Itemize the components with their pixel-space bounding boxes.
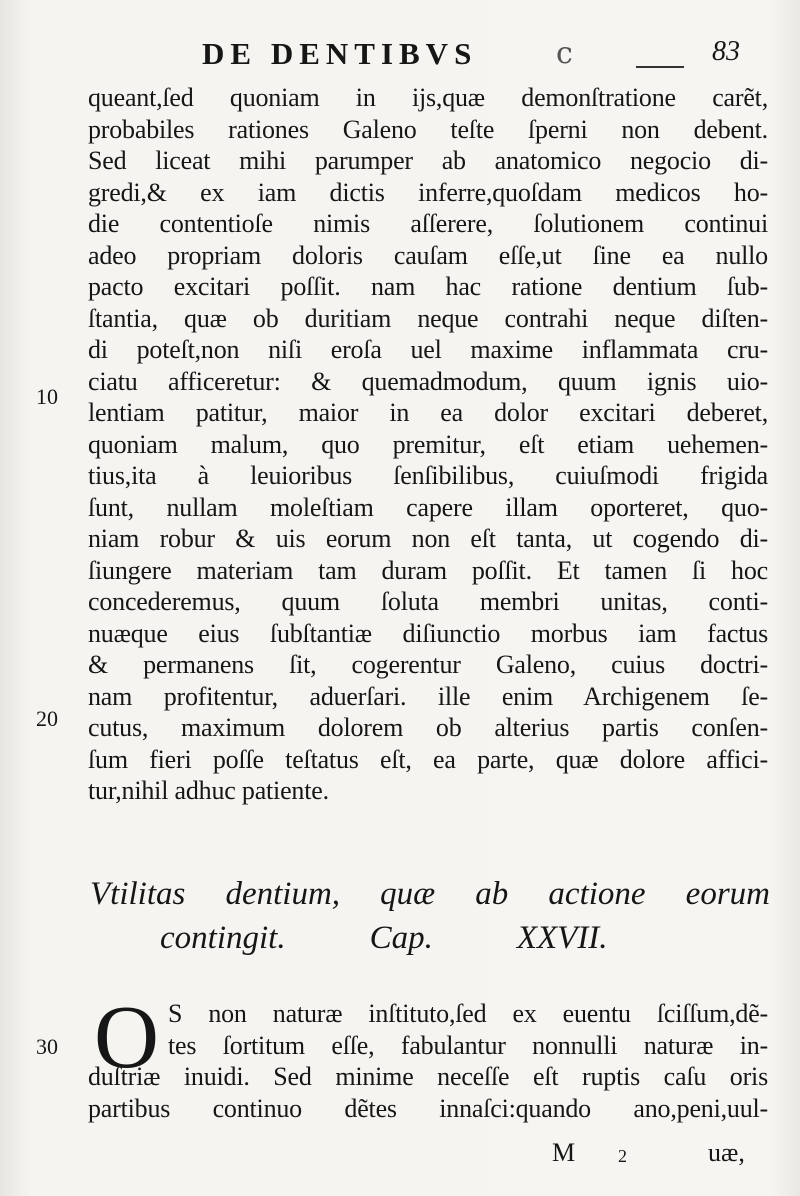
signature-letter: M: [552, 1138, 576, 1167]
chapter-body: [88, 988, 768, 1124]
text-line: queant,ſed quoniam in ijs,quæ demonſtratione carẽt,: [88, 83, 768, 112]
text-line: adeo propriam doloris cauſam eſſe,ut ſine ea nullo: [88, 240, 768, 270]
text-line: die contentioſe nimis aſſerere, ſolutionem continui: [88, 209, 768, 238]
text-line: gredi,& ex iam dictis inferre,quoſdam medicos ho-: [88, 177, 768, 207]
chapter-title-line1: Vtilitas dentium, quæ ab actione eorum: [90, 876, 770, 912]
signature-number: 2: [618, 1146, 627, 1166]
text-line: tur,nihil adhuc patiente.: [88, 776, 329, 805]
text-line: ſiungere materiam tam duram poſſit. Et tamen ſi hoc: [88, 555, 768, 585]
line-number-20: 20: [36, 706, 58, 731]
text-line: pacto excitari poſſit. nam hac ratione dentium ſub-: [88, 272, 768, 301]
header-mark: c: [556, 36, 573, 71]
text-line: cutus, maximum dolorem ob alterius partis conſen-: [88, 713, 768, 742]
chapter-title-line2: [90, 916, 770, 960]
text-line: partibus continuo dẽtes innaſci:quando ano,peni,uul-: [88, 1093, 768, 1123]
chapter-heading: [90, 872, 770, 960]
text-line: S non naturæ inſtituto,ſed ex euentu ſciſſum,dẽ-: [168, 999, 768, 1028]
main-text-block: [88, 82, 768, 807]
catchword: uæ,: [708, 1138, 745, 1167]
running-title: DE DENTIBVS: [202, 36, 478, 71]
line-number-10: 10: [36, 384, 58, 409]
text-line: Sed liceat mihi parumper ab anatomico negocio di-: [88, 146, 768, 175]
chapter-cap-label: Cap.: [369, 920, 433, 956]
chapter-title-word: contingit.: [160, 920, 286, 956]
text-line: & permanens ſit, cogerentur Galeno, cuius doctri-: [88, 650, 768, 679]
text-line: ſtantia, quæ ob duritiam neque contrahi neque diſten-: [88, 303, 768, 333]
text-line: duſtriæ inuidi. Sed minime neceſſe eſt ruptis caſu oris: [88, 1062, 768, 1091]
text-line: concederemus, quum ſoluta membri unitas, conti-: [88, 587, 768, 616]
page-header: [0, 36, 800, 86]
text-line: tes ſortitum eſſe, fabulantur nonnulli naturæ in-: [168, 1030, 768, 1060]
text-line: niam robur & uis eorum non eſt tanta, ut cogendo di-: [88, 524, 768, 553]
text-line: nam profitentur, aduerſari. ille enim Archigenem ſe-: [88, 681, 768, 711]
text-line: tius,ita à leuioribus ſenſibilibus, cuiuſmodi frigida: [88, 461, 768, 490]
text-line: ſunt, nullam moleſtiam capere illam oporteret, quo-: [88, 492, 768, 522]
text-line: ciatu afficeretur: & quemadmodum, quum ignis uio-: [88, 366, 768, 396]
text-line: nuæque eius ſubſtantiæ diſiunctio morbus iam factus: [88, 618, 768, 648]
chapter-number: XXVII.: [516, 920, 608, 956]
text-line: di poteſt,non niſi eroſa uel maxime inflammata cru-: [88, 335, 768, 364]
line-number-30: 30: [36, 1034, 58, 1059]
folio-number: 83: [712, 36, 740, 67]
text-line: ſum fieri poſſe teſtatus eſt, ea parte, quæ dolore affici-: [88, 744, 768, 774]
text-line: quoniam malum, quo premitur, eſt etiam uehemen-: [88, 429, 768, 459]
drop-cap-initial: O: [94, 988, 159, 1087]
header-rule: [636, 66, 684, 68]
text-line: probabiles rationes Galeno teſte ſperni non debent.: [88, 114, 768, 144]
text-line: lentiam patitur, maior in ea dolor excitari deberet,: [88, 398, 768, 427]
